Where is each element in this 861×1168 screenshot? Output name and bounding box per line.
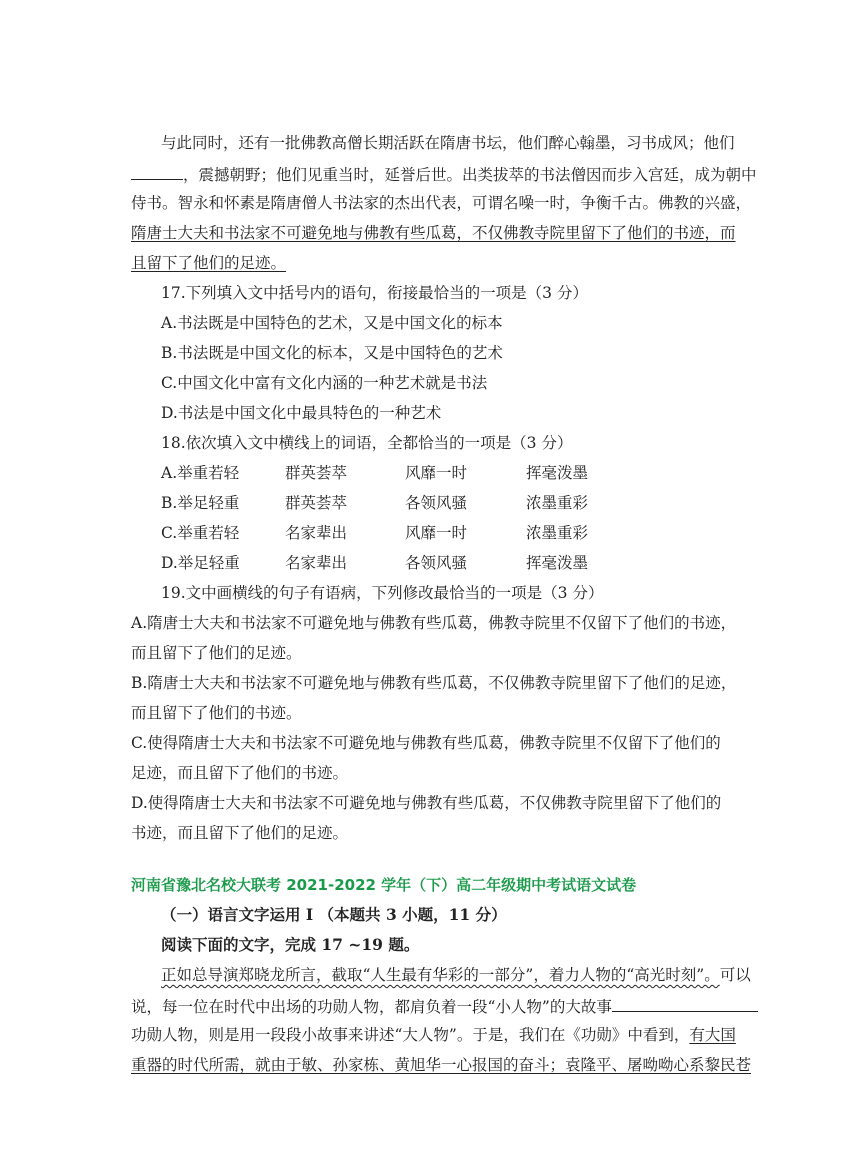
q19-option-c-line2: 足迹，而且留下了他们的书迹。 (131, 764, 349, 782)
q19-option-a-line2: 而且留下了他们的足迹。 (131, 644, 302, 662)
q19-option-d-line1: D.使得隋唐士大夫和书法家不可避免地与佛教有些瓜葛，不仅佛教寺院里留下了他们的 (131, 794, 722, 812)
q17-stem: 17.下列填入文中括号内的语句，衔接最恰当的一项是（3 分） (161, 284, 588, 302)
fill-blank (612, 995, 758, 1012)
q18-stem: 18.依次填入文中横线上的词语，全都恰当的一项是（3 分） (161, 434, 573, 452)
q19-option-b-line2: 而且留下了他们的书迹。 (131, 704, 302, 722)
q19-stem: 19.文中画横线的句子有语病，下列修改最恰当的一项是（3 分） (161, 584, 604, 602)
passage2-line3: 功勋人物，则是用一段段小故事来讲述“大人物”。于是，我们在《功勋》中看到，有大国 (131, 1026, 736, 1044)
passage2-line2: 说，每一位在时代中出场的功勋人物，都肩负着一段“小人物”的大故事 (131, 995, 758, 1017)
passage2-line1: 正如总导演郑晓龙所言，截取“人生最有华彩的一部分”，着力人物的“高光时刻”。可以 (161, 966, 751, 984)
passage1-line1: 与此同时，还有一批佛教高僧长期活跃在隋唐书坛，他们醉心翰墨，习书成风；他们 (161, 134, 735, 152)
q19-option-d-line2: 书迹，而且留下了他们的足迹。 (131, 824, 349, 842)
passage1-line2: ，震撼朝野；他们见重当时，延誉后世。出类拔萃的书法僧因而步入宫廷，成为朝中 (131, 163, 757, 185)
section-subtitle: （一）语言文字运用 I （本题共 3 小题，11 分） (161, 905, 507, 924)
q19-option-c-line1: C.使得隋唐士大夫和书法家不可避免地与佛教有些瓜葛，佛教寺院里不仅留下了他们的 (131, 734, 721, 752)
q17-option-d: D.书法是中国文化中最具特色的一种艺术 (161, 404, 442, 422)
wavy-underlined-sentence: 正如总导演郑晓龙所言，截取“人生最有华彩的一部分”，着力人物的“高光时刻”。 (161, 966, 720, 984)
passage1-line4-underlined: 隋唐士大夫和书法家不可避免地与佛教有些瓜葛，不仅佛教寺院里留下了他们的书迹，而 (131, 224, 736, 242)
fill-blank (131, 163, 183, 180)
passage1-line3: 侍书。智永和怀素是隋唐僧人书法家的杰出代表，可谓名噪一时，争衡千古。佛教的兴盛， (131, 194, 752, 212)
section-title: 河南省豫北名校大联考 2021-2022 学年（下）高二年级期中考试语文试卷 (131, 876, 637, 894)
q19-option-a-line1: A.隋唐士大夫和书法家不可避免地与佛教有些瓜葛，佛教寺院里不仅留下了他们的书迹， (131, 614, 737, 632)
passage2-line4-underlined: 重器的时代所需，就由于敏、孙家栋、黄旭华一心报国的奋斗；袁隆平、屠呦呦心系黎民苍 (131, 1056, 752, 1074)
passage1-line5-underlined: 且留下了他们的足迹。 (131, 254, 287, 272)
q17-option-c: C.中国文化中富有文化内涵的一种艺术就是书法 (161, 374, 488, 392)
q17-option-b: B.书法既是中国文化的标本，又是中国特色的艺术 (161, 344, 503, 362)
section-instruction: 阅读下面的文字，完成 17 ~19 题。 (161, 935, 420, 954)
q17-option-a: A.书法既是中国特色的艺术，又是中国文化的标本 (161, 314, 503, 332)
document-page: 与此同时，还有一批佛教高僧长期活跃在隋唐书坛，他们醉心翰墨，习书成风；他们 ，震撼朝野；他们见重当时，延誉后世。出类拔萃的书法僧因而步入宫廷，成为朝中 侍书。智永和怀素是隋唐僧人书法家的杰出代表，可谓名噪一时，争衡千古。佛教的兴盛， 隋唐士大夫和书法家不可避免地与佛教有些瓜葛，不仅佛教寺院里留下了他们的书迹，而 且留下了他们的足迹。 17.下列填入文中括号内的语句，衔接最恰当的一项是（3 分） A.书法既是中国特色的艺术，又是中国文化的标本 B.书法既是中国文化的标本，又是中国特色的艺术 C.中国文化中富有文化内涵的一种艺术就是书法 D.书法是中国文化中最具特色的一种艺术 18.依次填入文中横线上的词语，全都恰当的一项是（3 分） A.举重若轻 群英荟萃 风靡一时 挥毫泼墨 B.举足轻重 群英荟萃 各领风骚 浓墨重彩 C.举重若轻 名家辈出 风靡一时 浓墨重彩 D.举足轻重 名家辈出 各领风骚 挥毫泼墨 19.文中画横线的句子有语病，下列修改最恰当的一项是（3 分） A.隋唐士大夫和书法家不可避免地与佛教有些瓜葛，佛教寺院里不仅留下了他们的书迹， 而且留下了他们的足迹。 B.隋唐士大夫和书法家不可避免地与佛教有些瓜葛，不仅佛教寺院里留下了他们的足迹， 而且留下了他们的书迹。 C.使得隋唐士大夫和书法家不可避免地与佛教有些瓜葛，佛教寺院里不仅留下了他们的 足迹，而且留下了他们的书迹。 D.使得隋唐士大夫和书法家不可避免地与佛教有些瓜葛，不仅佛教寺院里留下了他们的 书迹，而且留下了他们的足迹。 河南省豫北名校大联考 2021-2022 学年（下）高二年级期中考试语文试卷 （一）语言文字运用 I （本题共 3 小题，11 分） 阅读下面的文字，完成 17 ~19 题。 正如总导演郑晓龙所言，截取“人生最有华彩的一部分”，着力人物的“高光时刻”。可以 说，每一位在时代中出场的功勋人物，都肩负着一段“小人物”的大故事 功勋人物，则是用一段段小故事来讲述“大人物”。于是，我们在《功勋》中看到，有大国 重器的时代所需，就由于敏、孙家栋、黄旭华一心报国的奋斗；袁隆平、屠呦呦心系黎民苍 (131, 134, 757, 1074)
q19-option-b-line1: B.隋唐士大夫和书法家不可避免地与佛教有些瓜葛，不仅佛教寺院里留下了他们的足迹， (131, 674, 737, 692)
